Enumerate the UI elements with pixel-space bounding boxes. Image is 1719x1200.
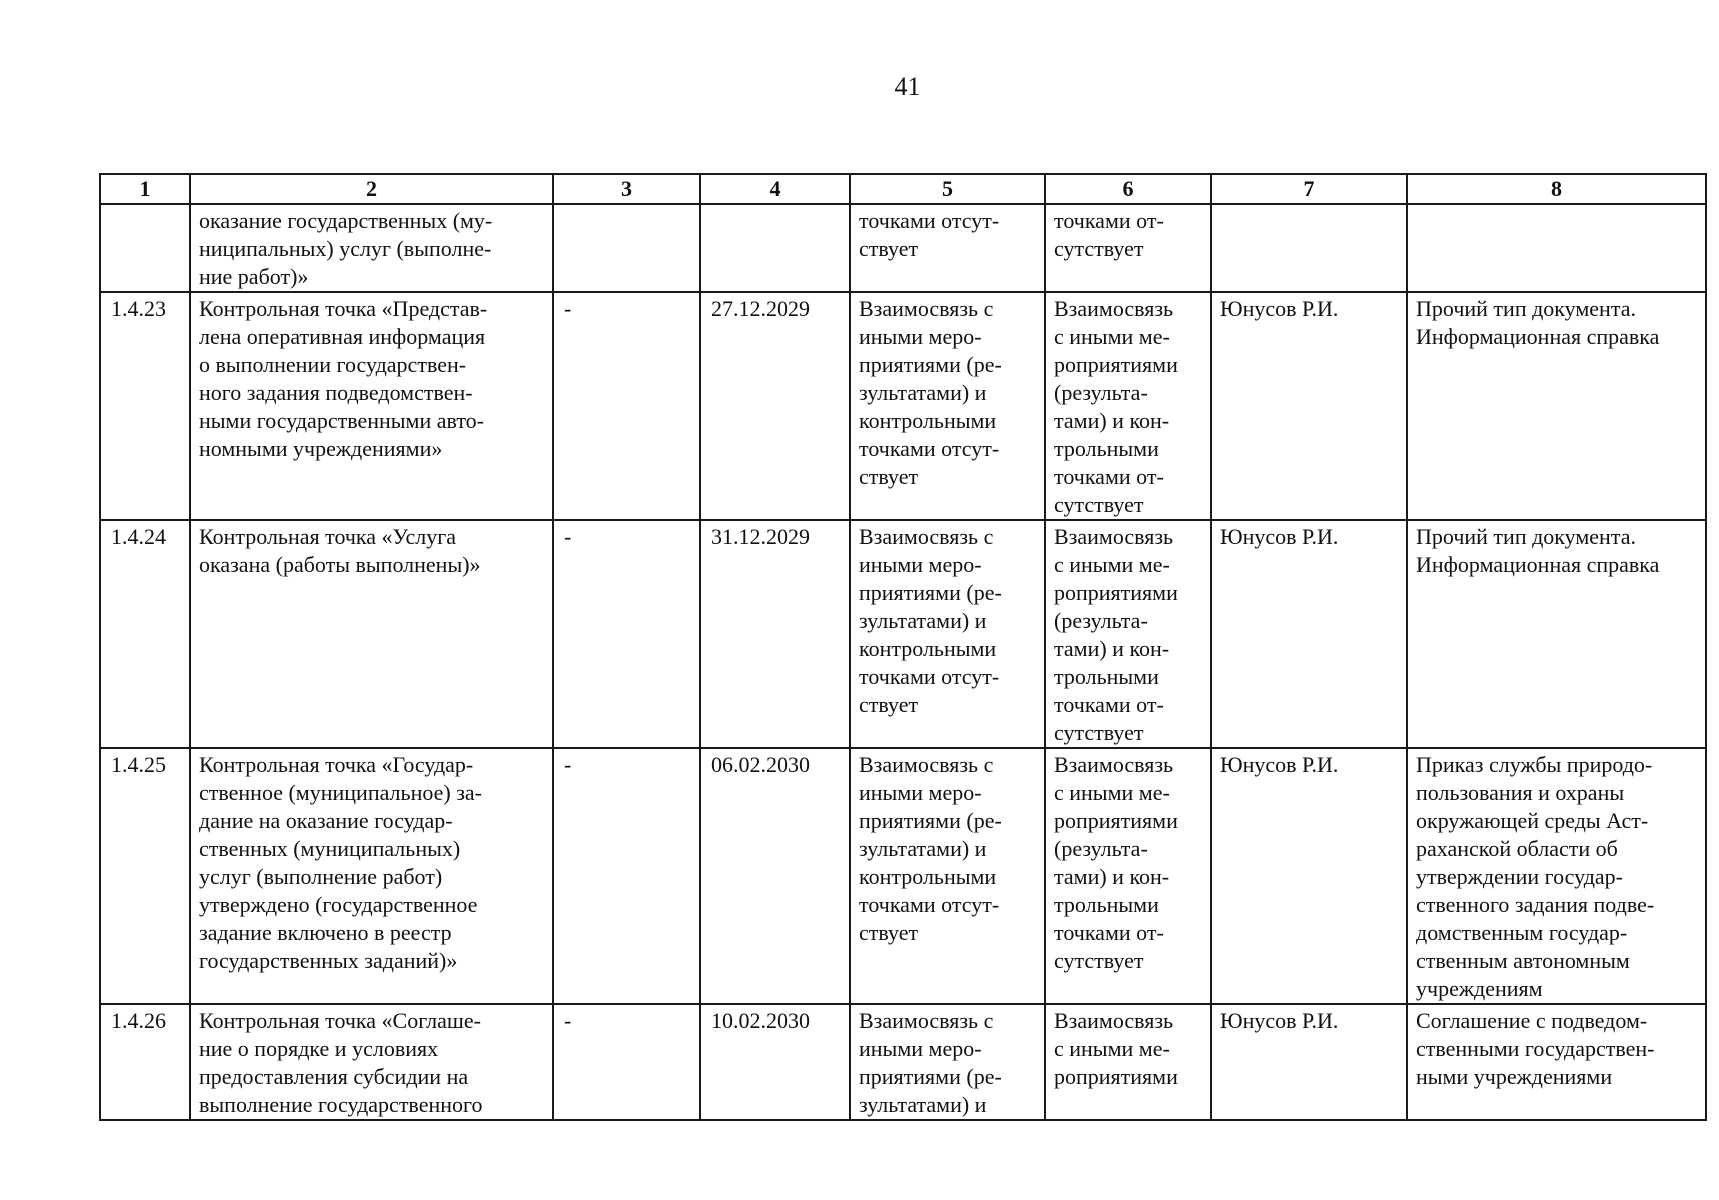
header-col-5: 5	[850, 174, 1045, 204]
cell-responsible: Юнусов Р.И.	[1211, 1004, 1407, 1120]
cell-col5: Взаимосвязь с иными меро- приятиями (ре- зультатами) и контрольными точками отсут- ствует	[850, 748, 1045, 1004]
cell-date: 31.12.2029	[700, 520, 850, 748]
cell-col6: Взаимосвязь с иными ме- роприятиями	[1045, 1004, 1211, 1120]
cell-responsible	[1211, 204, 1407, 292]
cell-date: 27.12.2029	[700, 292, 850, 520]
cell-number: 1.4.24	[100, 520, 190, 748]
cell-document: Прочий тип документа. Информационная справка	[1407, 292, 1706, 520]
cell-number: 1.4.23	[100, 292, 190, 520]
cell-col5: точками отсут- ствует	[850, 204, 1045, 292]
cell-col5: Взаимосвязь с иными меро- приятиями (ре- зультатами) и контрольными точками отсут- ствует	[850, 292, 1045, 520]
cell-number: 1.4.25	[100, 748, 190, 1004]
cell-col3: -	[553, 292, 700, 520]
cell-document	[1407, 204, 1706, 292]
cell-name: Контрольная точка «Услуга оказана (работы выполнены)»	[190, 520, 553, 748]
header-col-8: 8	[1407, 174, 1706, 204]
header-col-3: 3	[553, 174, 700, 204]
table-row	[100, 292, 1706, 520]
cell-responsible: Юнусов Р.И.	[1211, 520, 1407, 748]
cell-col5: Взаимосвязь с иными меро- приятиями (ре- зультатами) и контрольными точками отсут- ствует	[850, 520, 1045, 748]
cell-col6: Взаимосвязь с иными ме- роприятиями (результа- тами) и кон- трольными точками от- сутствует	[1045, 748, 1211, 1004]
table-row	[100, 1004, 1706, 1120]
header-col-1: 1	[100, 174, 190, 204]
cell-name: Контрольная точка «Соглаше- ние о порядке и условиях предоставления субсидии на выполнение государственного	[190, 1004, 553, 1120]
page-number: 41	[894, 72, 921, 101]
cell-number	[100, 204, 190, 292]
header-col-6: 6	[1045, 174, 1211, 204]
cell-col3: -	[553, 748, 700, 1004]
cell-col6: Взаимосвязь с иными ме- роприятиями (результа- тами) и кон- трольными точками от- сутствует	[1045, 292, 1211, 520]
header-col-2: 2	[190, 174, 553, 204]
cell-date: 10.02.2030	[700, 1004, 850, 1120]
cell-document: Соглашение с подведом- ственными государствен- ными учреждениями	[1407, 1004, 1706, 1120]
cell-responsible: Юнусов Р.И.	[1211, 748, 1407, 1004]
cell-col6: точками от- сутствует	[1045, 204, 1211, 292]
cell-col5: Взаимосвязь с иными меро- приятиями (ре- зультатами) и	[850, 1004, 1045, 1120]
cell-date: 06.02.2030	[700, 748, 850, 1004]
cell-document: Прочий тип документа. Информационная справка	[1407, 520, 1706, 748]
cell-name: Контрольная точка «Государ- ственное (муниципальное) за- дание на оказание государ- ственных (муниципальных) услуг (выполнение работ) утверждено (государственное задание включено в реестр государственных заданий)»	[190, 748, 553, 1004]
cell-name: оказание государственных (му- ниципальных) услуг (выполне- ние работ)»	[190, 204, 553, 292]
header-col-4: 4	[700, 174, 850, 204]
cell-col3: -	[553, 520, 700, 748]
cell-document: Приказ службы природо- пользования и охраны окружающей среды Аст- раханской области об утверждении государ- ственного задания подве- домственным государ- ственным автономным учреждениям	[1407, 748, 1706, 1004]
table-row	[100, 748, 1706, 1004]
cell-date	[700, 204, 850, 292]
table-row	[100, 204, 1706, 292]
table-header-row	[100, 174, 1706, 204]
cell-responsible: Юнусов Р.И.	[1211, 292, 1407, 520]
header-col-7: 7	[1211, 174, 1407, 204]
cell-col3	[553, 204, 700, 292]
control-points-table	[99, 173, 1707, 1121]
cell-col6: Взаимосвязь с иными ме- роприятиями (результа- тами) и кон- трольными точками от- сутствует	[1045, 520, 1211, 748]
cell-number: 1.4.26	[100, 1004, 190, 1120]
table-row	[100, 520, 1706, 748]
cell-col3: -	[553, 1004, 700, 1120]
cell-name: Контрольная точка «Представ- лена оперативная информация о выполнении государствен- ного задания подведомствен- ными государственными авто- номными учреждениями»	[190, 292, 553, 520]
